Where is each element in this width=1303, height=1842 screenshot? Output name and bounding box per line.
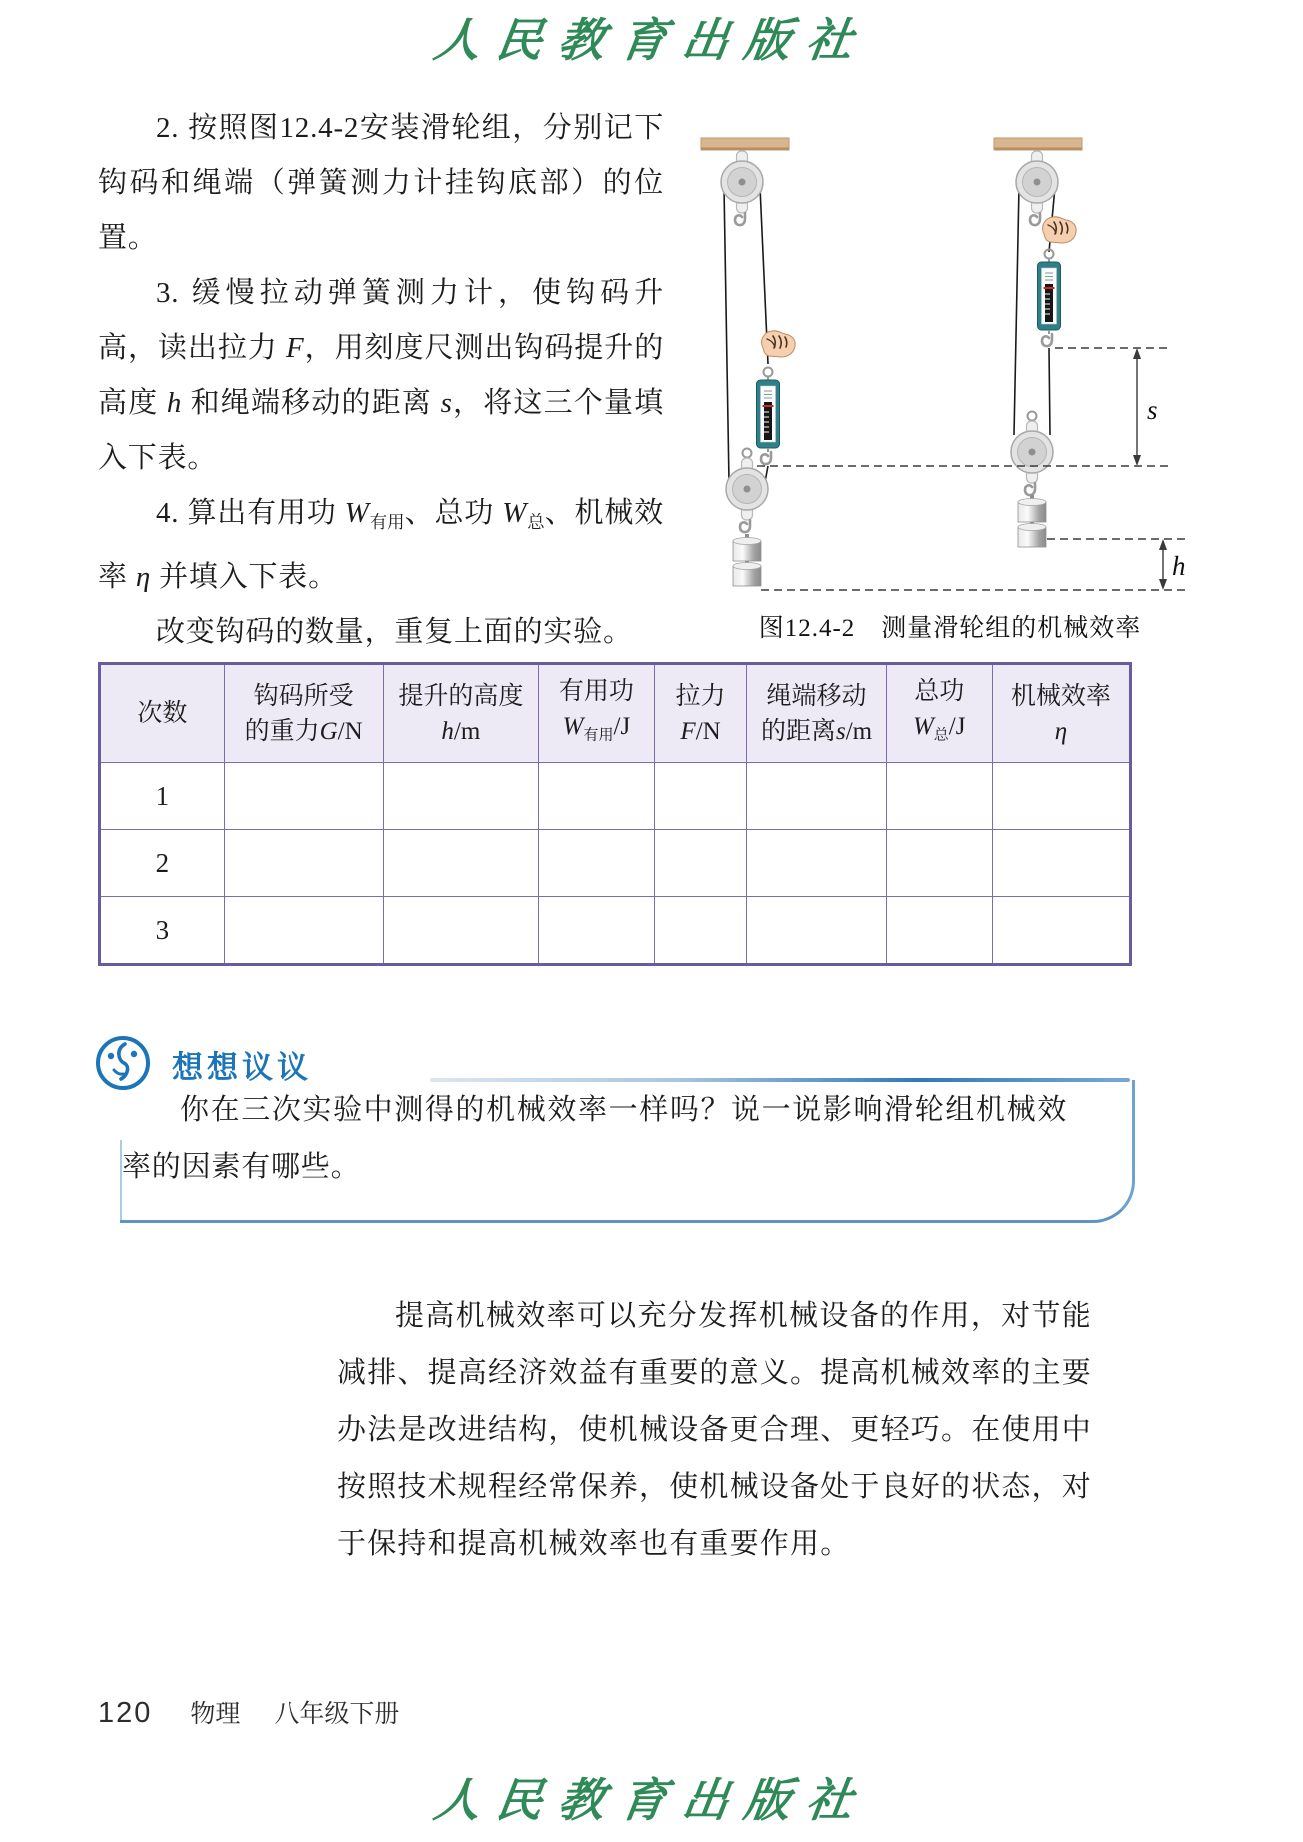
page-number: 120 xyxy=(98,1697,153,1729)
empty-data-cell xyxy=(654,830,747,897)
footer-subject: 物理 xyxy=(190,1701,241,1728)
weights-right xyxy=(1018,495,1046,547)
publisher-logo-text: 人民教育出版社 xyxy=(430,1775,872,1826)
empty-data-cell xyxy=(383,830,539,897)
empty-data-cell xyxy=(539,830,654,897)
empty-data-cell xyxy=(886,897,992,965)
spring-scale-left xyxy=(757,368,780,465)
closing-paragraph: 提高机械效率可以充分发挥机械设备的作用，对节能减排、提高经济效益有重要的意义。提高机械效率的主要办法是改进结构，使机械设备更合理、更轻巧。在使用中按照技术规程经常保养，使机械设备处于良好的状态，对于保持和提高机械效率也有重要作用。 xyxy=(337,1300,1093,1560)
row-number-cell: 3 xyxy=(100,897,225,965)
footer-volume: 八年级下册 xyxy=(274,1701,400,1728)
empty-data-cell xyxy=(886,830,992,897)
empty-data-cell xyxy=(747,897,886,965)
empty-data-cell xyxy=(747,763,886,830)
step-paragraph-3: 3. 缓慢拉动弹簧测力计，使钩码升高，读出拉力 F，用刻度尺测出钩码提升的高度 h 和绳端移动的距离 s，将这三个量填入下表。 xyxy=(98,277,664,474)
distance-s-label: s xyxy=(1147,395,1158,425)
empty-data-cell xyxy=(224,830,383,897)
publisher-logo-top xyxy=(0,4,1303,70)
think-box-text: 你在三次实验中测得的机械效率一样吗？说一说影响滑轮组机械效率的因素有哪些。 xyxy=(122,1094,1067,1183)
height-h-label: h xyxy=(1172,551,1186,581)
table-header-cell: 钩码所受 的重力G/N xyxy=(224,664,383,763)
fixed-pulley-right xyxy=(1016,151,1058,213)
empty-data-cell xyxy=(886,763,992,830)
table-header-cell: 机械效率 η xyxy=(992,664,1130,763)
empty-data-cell xyxy=(654,897,747,965)
table-header-row xyxy=(100,664,1131,763)
table-header-cell: 拉力 F/N xyxy=(654,664,747,763)
table-row xyxy=(100,897,1131,965)
movable-pulley-right xyxy=(1011,421,1053,483)
step-paragraph-2: 2. 按照图12.4-2安装滑轮组，分别记下钩码和绳端（弹簧测力计挂钩底部）的位置。 xyxy=(98,112,664,254)
measurement-lines xyxy=(757,348,1187,590)
spring-scale-right xyxy=(1038,250,1061,347)
figure-12-4-2 xyxy=(695,132,1205,644)
figure-caption: 图12.4-2 测量滑轮组的机械效率 xyxy=(758,615,1142,642)
hand-right xyxy=(1043,217,1077,243)
empty-data-cell xyxy=(383,897,539,965)
pulley-figure-drawing xyxy=(695,132,1205,602)
publisher-logo-bottom xyxy=(0,1764,1303,1830)
empty-data-cell xyxy=(539,763,654,830)
empty-data-cell xyxy=(383,763,539,830)
table-row xyxy=(100,763,1131,830)
row-number-cell: 2 xyxy=(100,830,225,897)
weights-left xyxy=(733,534,761,586)
step-paragraph-4: 4. 算出有用功 $W_{有用}$、总功 $W_总$、机械效率 η 并填入下表。 xyxy=(98,497,664,594)
empty-data-cell xyxy=(224,897,383,965)
table-header-cell: 次数 xyxy=(100,664,225,763)
think-box-title: 想想议议 xyxy=(172,1050,312,1085)
empty-data-cell xyxy=(224,763,383,830)
table-row xyxy=(100,830,1131,897)
empty-data-cell xyxy=(747,830,886,897)
fixed-pulley-left xyxy=(721,151,763,213)
step-paragraph-repeat: 改变钩码的数量，重复上面的实验。 xyxy=(156,616,633,649)
table-header-cell: 绳端移动 的距离s/m xyxy=(747,664,886,763)
empty-data-cell xyxy=(992,830,1130,897)
page-footer xyxy=(98,1694,399,1730)
empty-data-cell xyxy=(654,763,747,830)
empty-data-cell xyxy=(992,897,1130,965)
publisher-logo-text: 人民教育出版社 xyxy=(430,15,872,66)
experiment-data-table xyxy=(98,662,1132,966)
table-header-cell: 总功 $W_总/J$ xyxy=(886,664,992,763)
empty-data-cell xyxy=(539,897,654,965)
row-number-cell: 1 xyxy=(100,763,225,830)
table-header-cell: 提升的高度 h/m xyxy=(383,664,539,763)
experiment-steps xyxy=(98,101,664,660)
movable-pulley-left xyxy=(726,458,768,520)
pulley-diagram-right xyxy=(994,138,1082,547)
empty-data-cell xyxy=(992,763,1130,830)
hand-left xyxy=(762,331,796,357)
pulley-diagram-left xyxy=(701,138,795,586)
table-header-cell: 有用功 $W_{有用}/J$ xyxy=(539,664,654,763)
